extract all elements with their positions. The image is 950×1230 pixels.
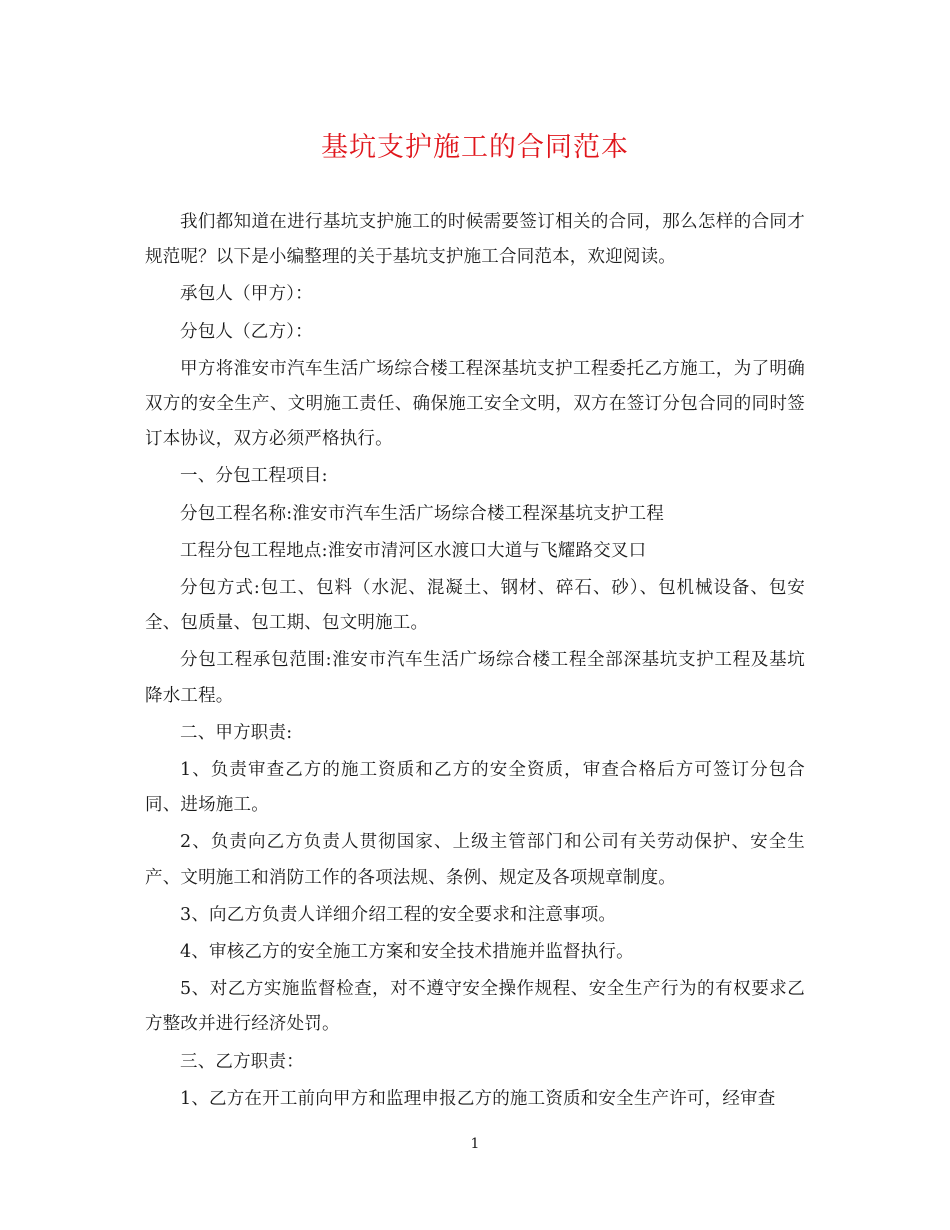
page-number: 1 bbox=[470, 1136, 480, 1152]
paragraph-subcontract-scope: 分包工程承包范围:淮安市汽车生活广场综合楼工程全部深基坑支护工程及基坑降水工程。 bbox=[145, 650, 805, 706]
paragraph-party-b: 分包人（乙方）： bbox=[180, 321, 313, 342]
list-item: 1、乙方在开工前向甲方和监理申报乙方的施工资质和安全生产许可，经审查 bbox=[180, 1088, 776, 1109]
paragraph-subcontract-method: 分包方式:包工、包料（水泥、混凝土、钢材、碎石、砂）、包机械设备、包安全、包质量、包工期、包文明施工。 bbox=[145, 578, 805, 634]
section-heading-party-a-duties: 二、甲方职责: bbox=[180, 722, 293, 743]
paragraph-party-a: 承包人（甲方）： bbox=[180, 284, 313, 305]
paragraph-project-name: 分包工程名称:淮安市汽车生活广场综合楼工程深基坑支护工程 bbox=[180, 503, 664, 524]
list-item: 3、向乙方负责人详细介绍工程的安全要求和注意事项。 bbox=[180, 904, 617, 925]
list-item: 5、对乙方实施监督检查，对不遵守安全操作规程、安全生产行为的有权要求乙方整改并进行经济处罚。 bbox=[145, 979, 805, 1035]
list-item: 1、负责审查乙方的施工资质和乙方的安全资质，审查合格后方可签订分包合同、进场施工。 bbox=[145, 760, 805, 816]
list-item: 2、负责向乙方负责人贯彻国家、上级主管部门和公司有关劳动保护、安全生产、文明施工和消防工作的各项法规、条例、规定及各项规章制度。 bbox=[145, 832, 805, 888]
paragraph-project-location: 工程分包工程地点:淮安市清河区水渡口大道与飞耀路交叉口 bbox=[180, 540, 647, 561]
section-heading-party-b-duties: 三、乙方职责： bbox=[180, 1051, 304, 1072]
section-heading-project: 一、分包工程项目: bbox=[180, 466, 328, 487]
paragraph-agreement: 甲方将淮安市汽车生活广场综合楼工程深基坑支护工程委托乙方施工，为了明确双方的安全生产、文明施工责任、确保施工安全文明，双方在签订分包合同的同时签订本协议，双方必须严格执行。 bbox=[145, 358, 805, 450]
paragraph-intro: 我们都知道在进行基坑支护施工的时候需要签订相关的合同，那么怎样的合同才规范呢？以下是小编整理的关于基坑支护施工合同范本，欢迎阅读。 bbox=[145, 212, 805, 268]
document-body bbox=[145, 205, 805, 1119]
document-title: 基坑支护施工的合同范本 bbox=[321, 132, 629, 163]
list-item: 4、审核乙方的安全施工方案和安全技术措施并监督执行。 bbox=[180, 942, 634, 963]
